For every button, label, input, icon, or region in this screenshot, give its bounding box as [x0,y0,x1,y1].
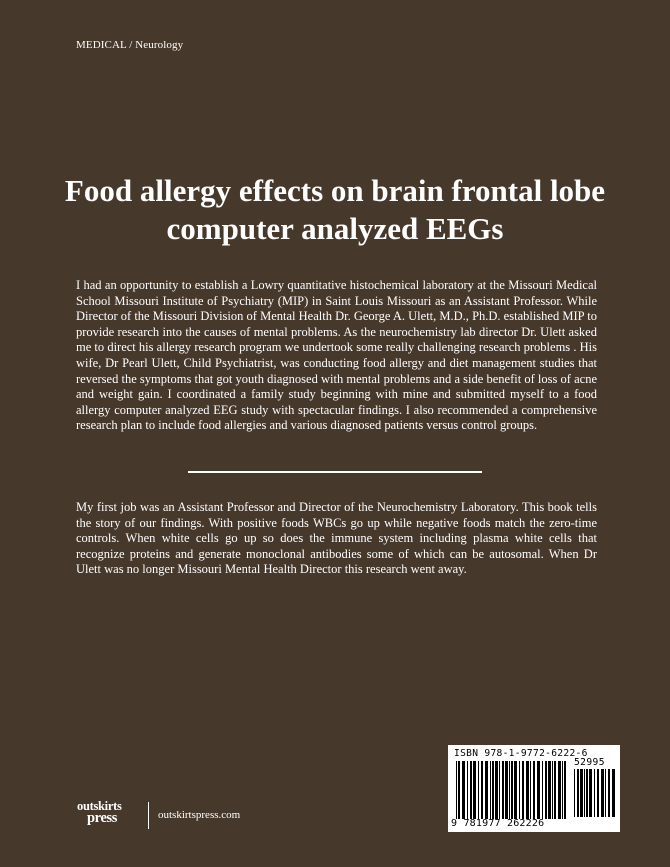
barcode-bar [612,769,615,817]
barcode-bar [548,761,551,819]
barcode-bar [533,761,535,819]
barcode-bar [490,761,491,819]
barcode-bar [584,769,585,817]
barcode-bar [564,761,566,819]
barcode-bar [586,769,588,817]
barcode-bar [514,761,517,819]
book-title: Food allergy effects on brain frontal lobe computer analyzed EEGs [64,173,606,246]
description-paragraph-2: My first job was an Assistant Professor and Director of the Neurochemistry Laboratory. This book tells the story of our findings. With positive foods WBCs go up while negative foods match the zero-time controls. When white cells go up so does the immune system including plasma white cells that recognize proteins and generate monoclonal antibodies some of which can be autosomal. When Dr Ulett was no longer Missouri Mental Health Director this research went away. [76,500,597,577]
barcode-bar [511,761,513,819]
barcode-bar [499,761,500,819]
barcode-bar [562,761,563,819]
category-label: MEDICAL / Neurology [76,39,184,51]
isbn-label: ISBN 978-1-9772-6222-6 [454,748,588,759]
description-paragraph-1: I had an opportunity to establish a Lowry quantitative histochemical laboratory at the Missouri Medical School Missouri Institute of Psychiatry (MIP) in Saint Louis Missouri as an Assistant Professor. While Director of the Missouri Division of Mental Health Dr. George A. Ulett, M.D., Ph.D. established MIP to provide research into the causes of mental problems. As the neurochemistry lab director Dr. Ulett asked me to direct his allergy research program we undertook some really challenging research problems . His wife, Dr Pearl Ulett, Child Psychiatrist, was conducting food allergy and diet management studies that reversed the symptoms that got youth diagnosed with mental problems and a side benefit of loss of acne and weight gain. I coordinated a family study beginning with mine and submitted myself to a food allergy computer analyzed EEG study with spectacular findings. I also recommended a comprehensive research plan to include food allergies and various diagnosed patients versus control groups. [76,278,597,433]
barcode-bar [558,761,561,819]
publisher-logo [77,800,141,828]
barcode-bar [456,761,457,819]
barcode-bar [589,769,592,817]
barcode-bar [594,769,595,817]
barcode-bar [597,769,599,817]
publisher-logo-line2: press [87,810,117,826]
barcode-bar [505,761,508,819]
barcode-bar [580,769,583,817]
barcode-bar [601,769,604,817]
barcode-bar [522,761,524,819]
price-barcode-bars [574,769,616,817]
barcode-bar [473,761,476,819]
barcode-bar [485,761,488,819]
barcode-bar [552,761,553,819]
barcode-bar [481,761,483,819]
ean-barcode-bars [456,761,568,819]
barcode-bar [542,761,543,819]
barcode-bar [574,769,575,817]
ean-digits: 9 781977 262226 [451,818,545,829]
barcode-bar [509,761,510,819]
barcode-bar [495,761,498,819]
barcode-bar [554,761,556,819]
barcode-bar [462,761,465,819]
logo-divider [148,802,149,829]
publisher-logo-line1: outskirts [77,799,122,813]
barcode-bar [537,761,540,819]
barcode-bar [526,761,529,819]
publisher-url: outskirtspress.com [158,809,241,821]
barcode-bar [530,761,531,819]
barcode-bar [545,761,547,819]
barcode-bar [470,761,472,819]
barcode-bar [458,761,460,819]
barcode-bar [492,761,494,819]
barcode-bar [478,761,479,819]
barcode-bar [519,761,520,819]
section-divider [188,471,482,473]
barcode-bar [577,769,579,817]
barcode-bar [608,769,610,817]
barcode-bar [467,761,468,819]
price-code: 52995 [574,757,605,768]
isbn-barcode [448,745,620,832]
barcode-bar [605,769,606,817]
barcode-bar [502,761,504,819]
